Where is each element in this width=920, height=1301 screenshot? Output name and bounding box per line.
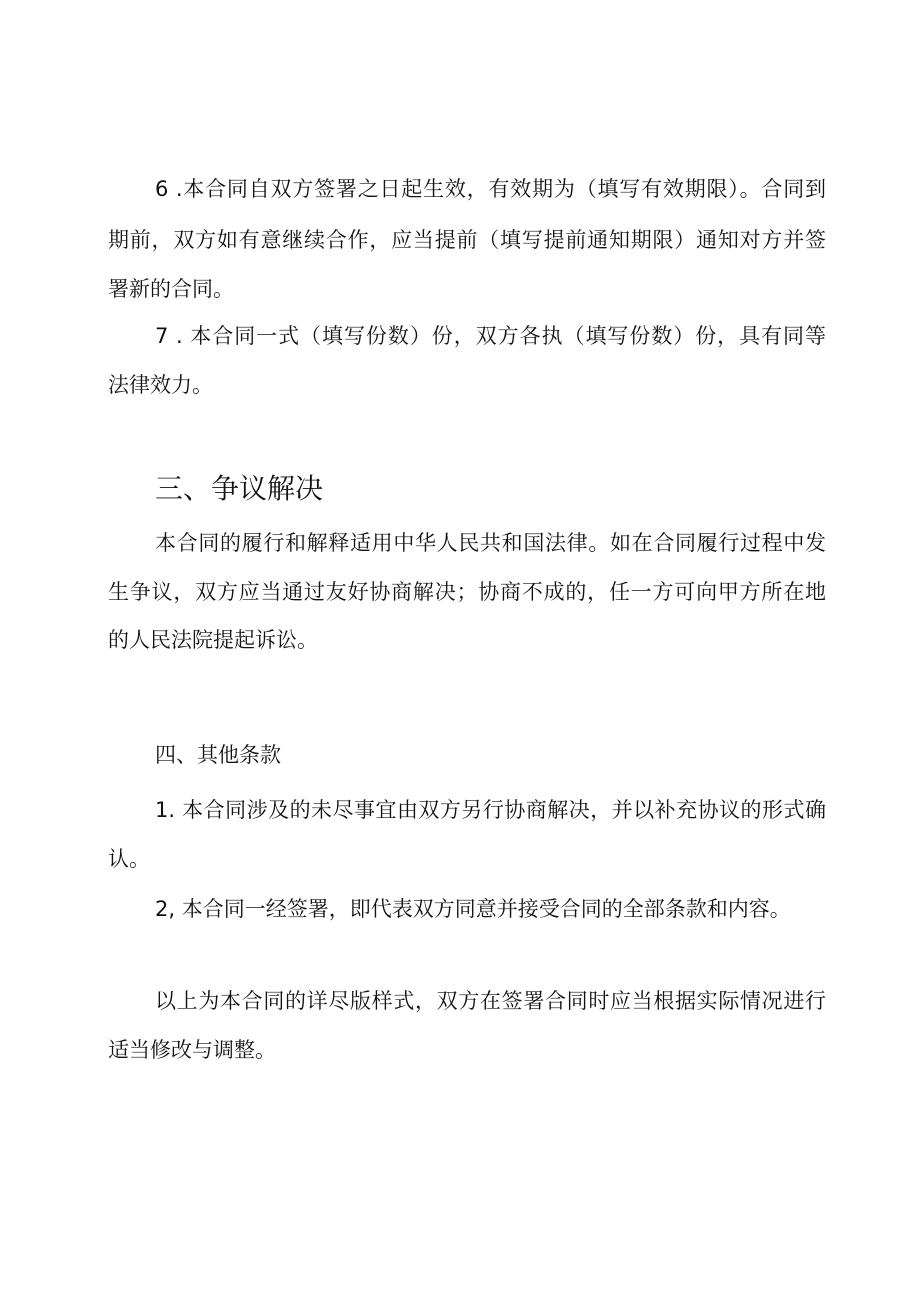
clause-6-line-3: 署新的合同。 xyxy=(108,277,234,301)
clause-7-line-1: 7 . 本合同一式（填写份数）份，双方各执（填写份数）份，具有同等 xyxy=(155,324,826,348)
closing-line-2: 适当修改与调整。 xyxy=(108,1038,276,1062)
section-4-heading: 四、其他条款 xyxy=(155,743,281,767)
section-3-line-3: 的人民法院提起诉讼。 xyxy=(108,628,318,652)
closing-line-1: 以上为本合同的详尽版样式，双方在签署合同时应当根据实际情况进行 xyxy=(155,989,826,1013)
clause-6-line-2: 期前，双方如有意继续合作，应当提前（填写提前通知期限）通知对方并签 xyxy=(108,228,826,252)
section-4-item-1-line-2: 认。 xyxy=(108,847,150,871)
section-4-item-2: 2, 本合同一经签署，即代表双方同意并接受合同的全部条款和内容。 xyxy=(155,897,791,921)
section-3-heading: 三、争议解决 xyxy=(155,472,324,505)
clause-7-line-2: 法律效力。 xyxy=(108,373,213,397)
section-3-line-2: 生争议，双方应当通过友好协商解决；协商不成的，任一方可向甲方所在地 xyxy=(108,580,826,604)
section-3-line-1: 本合同的履行和解释适用中华人民共和国法律。如在合同履行过程中发 xyxy=(155,531,826,555)
section-4-item-1-line-1: 1. 本合同涉及的未尽事宜由双方另行协商解决，并以补充协议的形式确 xyxy=(155,798,826,822)
clause-6-line-1: 6 .本合同自双方签署之日起生效，有效期为（填写有效期限）。合同到 xyxy=(155,177,826,201)
